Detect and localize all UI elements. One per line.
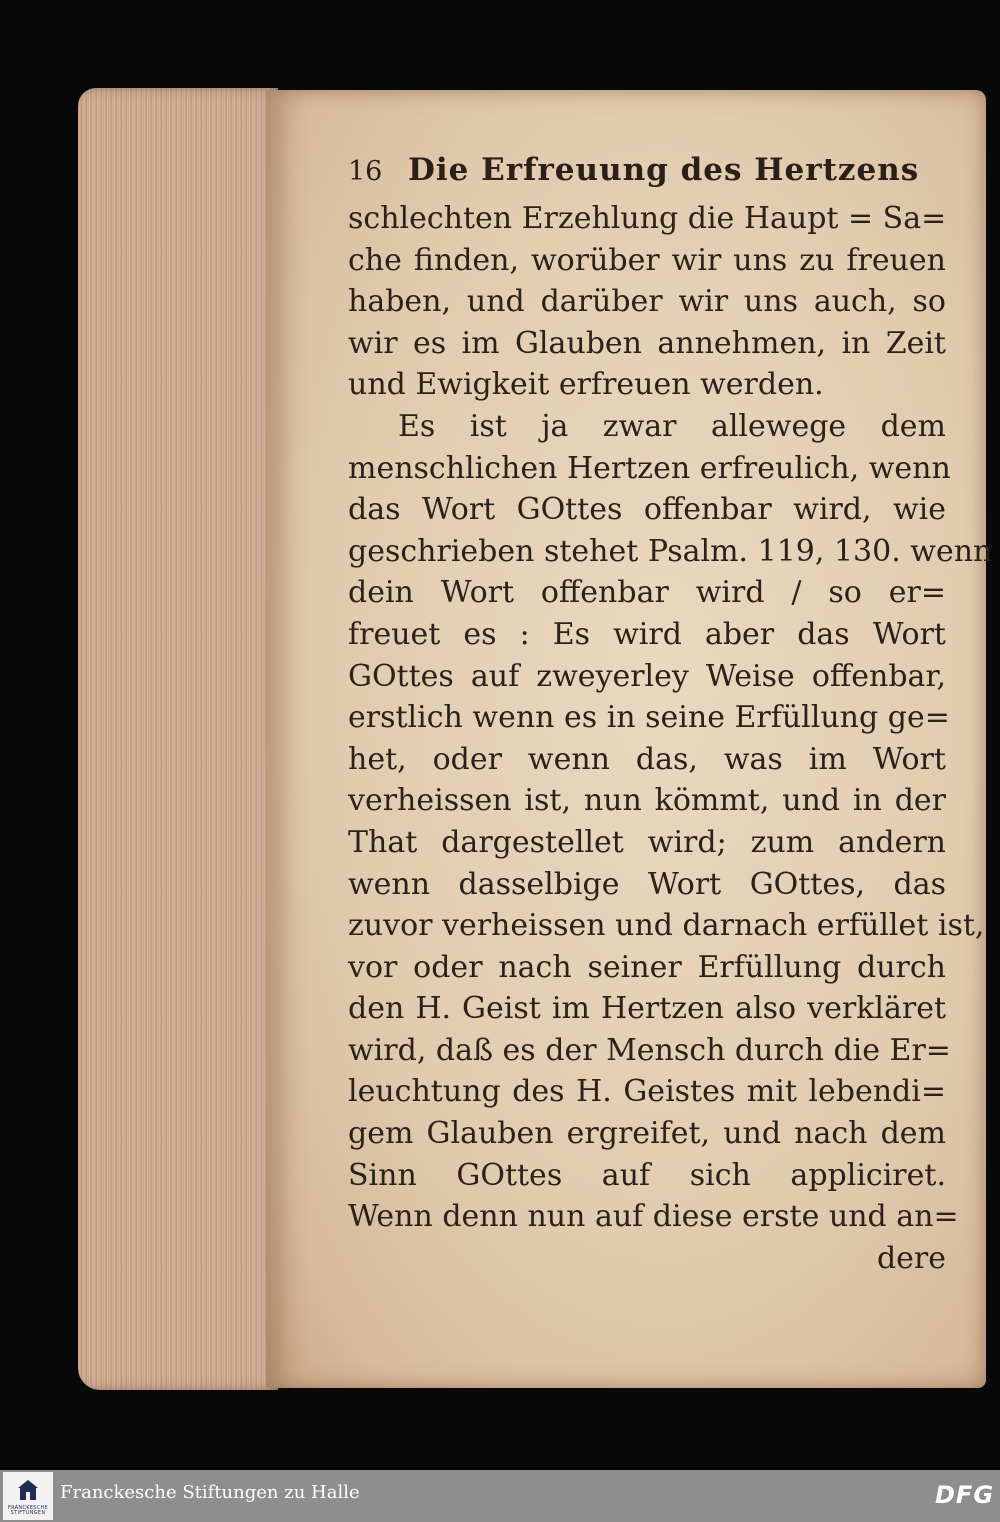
footer-bar (0, 1470, 1000, 1522)
text-line: das Wort GOttes offenbar wird, wie (348, 492, 946, 528)
text-line: verheissen ist, nun kömmt, und in der (348, 783, 946, 819)
text-line: menschlichen Hertzen erfreulich, wenn (348, 450, 951, 486)
page-edges (78, 88, 278, 1390)
text-line: schlechten Erzehlung die Haupt = Sa= (348, 201, 947, 236)
logo-text: FRANCKESCHE STIFTUNGEN (7, 1505, 49, 1516)
book (78, 88, 993, 1390)
page-header (348, 152, 946, 196)
text-line: geschrieben stehet Psalm. 119, 130. wenn (348, 533, 993, 569)
text-line: erstlich wenn es in seine Erfüllung ge= (348, 700, 950, 736)
page-content (348, 152, 993, 1279)
text-line: Wenn denn nun auf diese erste und an= (348, 1199, 959, 1235)
text-line: Sinn GOttes auf sich appliciret. (348, 1157, 946, 1193)
page-number: 16 (348, 156, 383, 187)
text-line: vor oder nach seiner Erfüllung durch (348, 949, 946, 985)
text-line: That dargestellet wird; zum andern (348, 824, 946, 860)
text-line: Es ist ja zwar allewege dem (398, 408, 946, 444)
text-line: zuvor verheissen und darnach erfüllet ist, (348, 908, 985, 944)
text-line: wenn dasselbige Wort GOttes, das (348, 866, 946, 902)
institution-name: Franckesche Stiftungen zu Halle (60, 1482, 360, 1503)
text-line: und Ewigkeit erfreuen werden. (348, 367, 824, 403)
text-line: che finden, worüber wir uns zu freuen (348, 242, 946, 278)
building-icon (16, 1478, 40, 1502)
text-line: freuet es : Es wird aber das Wort (348, 616, 946, 652)
franckesche-logo[interactable] (3, 1472, 53, 1520)
running-head: Die Erfreuung des Hertzens (408, 152, 920, 188)
text-line: GOttes auf zweyerley Weise offenbar, (348, 658, 946, 694)
text-line: den H. Geist im Hertzen also verkläret (348, 991, 946, 1027)
text-line: leuchtung des H. Geistes mit lebendi= (348, 1074, 946, 1110)
body-text (348, 198, 993, 1279)
text-line: dein Wort offenbar wird / so er= (348, 575, 946, 611)
dfg-logo[interactable]: DFG (935, 1481, 995, 1509)
text-line: wir es im Glauben annehmen, in Zeit (348, 325, 946, 361)
text-line: wird, daß es der Mensch durch die Er= (348, 1032, 951, 1068)
text-line: het, oder wenn das, was im Wort (348, 741, 946, 777)
book-page (266, 90, 993, 1388)
text-line: haben, und darüber wir uns auch, so (348, 284, 946, 320)
text-line: gem Glauben ergreifet, und nach dem (348, 1116, 946, 1152)
catchword: dere (876, 1240, 946, 1276)
